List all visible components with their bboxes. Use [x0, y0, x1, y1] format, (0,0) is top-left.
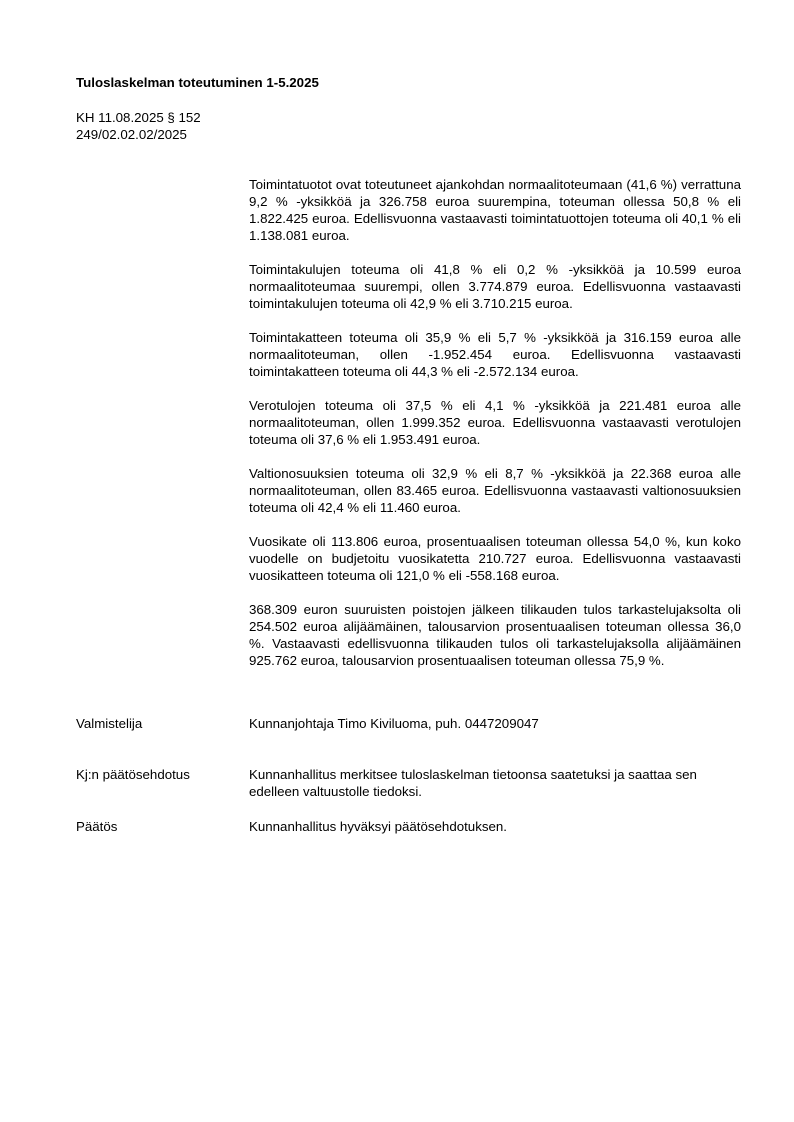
paragraph-operating-margin: Toimintakatteen toteuma oli 35,9 % eli 5,7 % -yksikköä ja 316.159 euroa alle normaalitoteuman, ollen -1.952.454 euroa. Edellisvuonna vastaavasti toimintakatteen toteuma oli 44,3 % eli -2.572.134 euroa.: [249, 330, 741, 379]
paragraph-annual-margin: Vuosikate oli 113.806 euroa, prosentuaalisen toteuman ollessa 54,0 %, kun koko vuodelle on budjetoitu vuosikatetta 210.727 euroa. Edellisvuonna vastaavasti vuosikatteen toteuma oli 121,0 % eli -558.168 euroa.: [249, 534, 741, 583]
decision-row: [76, 818, 741, 835]
meeting-date-section: KH 11.08.2025 § 152: [76, 110, 201, 125]
document-title: Tuloslaskelman toteutuminen 1-5.2025: [76, 75, 319, 90]
preparer-label: Valmistelija: [76, 716, 143, 731]
preparer-value: Kunnanjohtaja Timo Kiviluoma, puh. 0447209047: [249, 716, 539, 731]
paragraph-operating-income: Toimintatuotot ovat toteutuneet ajankohdan normaalitoteumaan (41,6 %) verrattuna 9,2 % -yksikköä ja 326.758 euroa suurempina, toteuman ollessa 50,8 % eli 1.822.425 euroa. Edellisvuonna vastaavasti toimintatuottojen toteuma oli 40,1 % eli 1.138.081 euroa.: [249, 177, 741, 243]
proposal-label: Kj:n päätösehdotus: [76, 767, 190, 782]
paragraph-state-subsidies: Valtionosuuksien toteuma oli 32,9 % eli 8,7 % -yksikköä ja 22.368 euroa alle normaalitoteuman, ollen 83.465 euroa. Edellisvuonna vastaavasti valtionosuuksien toteuma oli 42,4 % eli 11.460 euroa.: [249, 466, 741, 515]
decision-value: Kunnanhallitus hyväksyi päätösehdotuksen.: [249, 819, 507, 834]
preparer-row: [76, 715, 741, 732]
proposal-row: [76, 766, 741, 800]
proposal-value: Kunnanhallitus merkitsee tuloslaskelman tietoonsa saatetuksi ja saattaa sen edelleen valtuustolle tiedoksi.: [249, 767, 697, 799]
report-body: [249, 176, 741, 686]
decision-label: Päätös: [76, 819, 118, 834]
paragraph-tax-revenue: Verotulojen toteuma oli 37,5 % eli 4,1 % -yksikköä ja 221.481 euroa alle normaalitoteuman, ollen 1.999.352 euroa. Edellisvuonna vastaavasti verotulojen toteuma oli 37,6 % eli 1.953.491 euroa.: [249, 398, 741, 447]
paragraph-operating-expenses: Toimintakulujen toteuma oli 41,8 % eli 0,2 % -yksikköä ja 10.599 euroa normaalitoteumaa suurempi, ollen 3.774.879 euroa. Edellisvuonna vastaavasti toimintakulujen toteuma oli 42,9 % eli 3.710.215 euroa.: [249, 262, 741, 311]
meeting-reference: [76, 109, 201, 143]
paragraph-period-result: 368.309 euron suuruisten poistojen jälkeen tilikauden tulos tarkastelujaksolta oli 254.502 euroa alijäämäinen, talousarvion prosentuaalisen toteuman ollessa 36,0 %. Vastaavasti edellisvuonna tilikauden tulos oli tarkastelujaksolla alijäämäinen 925.762 euroa, talousarvion prosentuaalisen toteuman ollessa 75,9 %.: [249, 602, 741, 668]
record-number: 249/02.02.02/2025: [76, 127, 187, 142]
